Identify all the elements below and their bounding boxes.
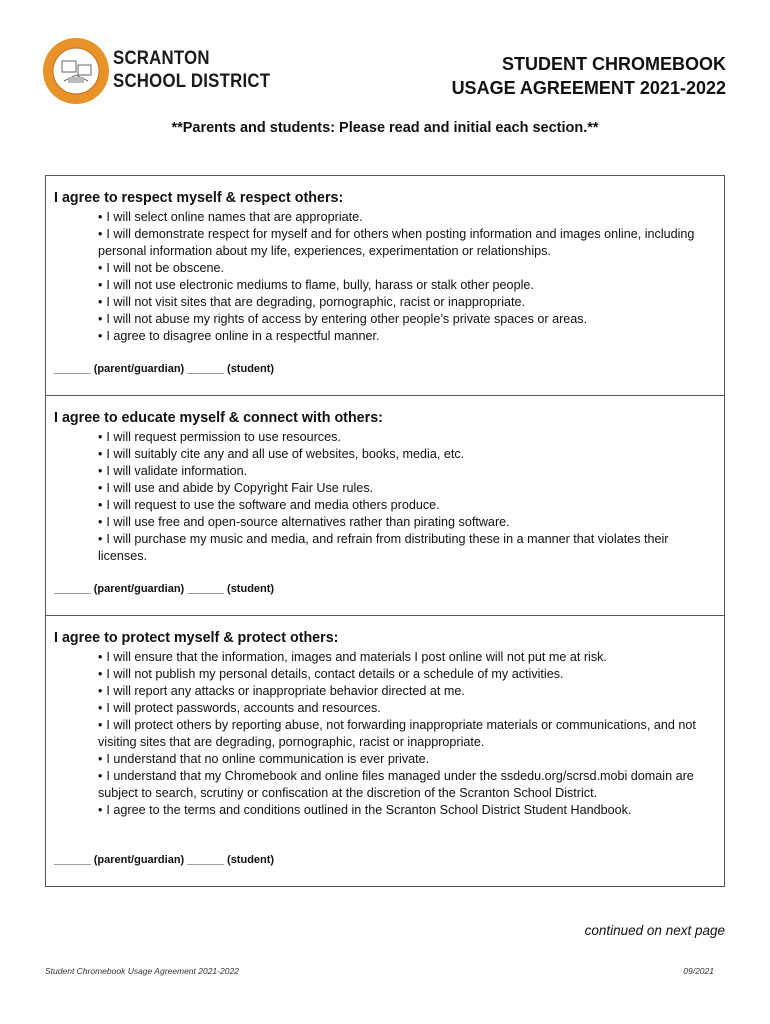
- district-name-line1: SCRANTON: [113, 47, 210, 69]
- bullet-icon: •: [98, 718, 103, 732]
- list-item: [98, 260, 716, 277]
- list-item: [98, 683, 716, 700]
- list-item: [98, 294, 716, 311]
- list-item: [98, 480, 716, 497]
- bullet-icon: •: [98, 515, 103, 529]
- bullet-icon: •: [98, 210, 103, 224]
- district-name: [113, 47, 270, 93]
- list-item-text: I will validate information.: [106, 464, 248, 478]
- bullet-icon: •: [98, 295, 103, 309]
- list-item-text: I will protect passwords, accounts and resources.: [106, 701, 381, 715]
- document-title-line1: STUDENT CHROMEBOOK: [502, 54, 726, 74]
- section-items: [98, 429, 716, 565]
- list-item-text: I will request to use the software and media others produce.: [106, 498, 440, 512]
- section-heading: I agree to educate myself & connect with others:: [54, 410, 383, 426]
- list-item-text: I will request permission to use resources.: [106, 430, 341, 444]
- bullet-icon: •: [98, 261, 103, 275]
- bullet-icon: •: [98, 227, 103, 241]
- list-item: [98, 751, 716, 768]
- list-item: [98, 802, 716, 819]
- list-item-text: I will not use electronic mediums to flame, bully, harass or stalk other people.: [106, 278, 534, 292]
- list-item-text: I will not visit sites that are degrading, pornographic, racist or inappropriate.: [106, 295, 526, 309]
- bullet-icon: •: [98, 464, 103, 478]
- list-item: [98, 768, 716, 802]
- bullet-icon: •: [98, 430, 103, 444]
- list-item-text: I will demonstrate respect for myself and for others when posting information and images online, including personal information about my life, experiences, experimentation or relationships.: [98, 227, 695, 258]
- list-item: [98, 497, 716, 514]
- bullet-icon: •: [98, 329, 103, 343]
- list-item: [98, 463, 716, 480]
- list-item-text: I will select online names that are appropriate.: [106, 210, 363, 224]
- bullet-icon: •: [98, 769, 103, 783]
- list-item: [98, 514, 716, 531]
- initials-line[interactable]: ______ (parent/guardian) ______ (student): [54, 363, 275, 375]
- initials-line[interactable]: ______ (parent/guardian) ______ (student): [54, 583, 275, 595]
- list-item-text: I will suitably cite any and all use of websites, books, media, etc.: [106, 447, 465, 461]
- bullet-icon: •: [98, 312, 103, 326]
- page-header: [0, 0, 770, 110]
- bullet-icon: •: [98, 447, 103, 461]
- bullet-icon: •: [98, 803, 103, 817]
- bullet-icon: •: [98, 667, 103, 681]
- document-title-line2: USAGE AGREEMENT 2021-2022: [451, 78, 726, 98]
- document-title: [452, 52, 726, 100]
- list-item-text: I agree to the terms and conditions outlined in the Scranton School District Student Handbook.: [106, 803, 632, 817]
- list-item-text: I will not be obscene.: [106, 261, 225, 275]
- bullet-icon: •: [98, 752, 103, 766]
- bullet-icon: •: [98, 498, 103, 512]
- list-item: [98, 700, 716, 717]
- list-item: [98, 649, 716, 666]
- list-item-text: I will use and abide by Copyright Fair Use rules.: [106, 481, 374, 495]
- section-heading: I agree to protect myself & protect others:: [54, 630, 339, 646]
- bullet-icon: •: [98, 684, 103, 698]
- instruction-text: **Parents and students: Please read and initial each section.**: [171, 120, 599, 136]
- section-protect: [46, 615, 724, 887]
- list-item: [98, 226, 716, 260]
- list-item: [98, 277, 716, 294]
- footer-document-name: Student Chromebook Usage Agreement 2021-2022: [45, 966, 239, 976]
- bullet-icon: •: [98, 650, 103, 664]
- list-item-text: I understand that my Chromebook and online files managed under the ssdedu.org/scrsd.mobi domain are subject to search, scrutiny or confiscation at the discretion of the Scranton School District.: [98, 769, 694, 800]
- list-item: [98, 446, 716, 463]
- section-heading: I agree to respect myself & respect others:: [54, 190, 344, 206]
- bullet-icon: •: [98, 532, 103, 546]
- district-name-line2: SCHOOL DISTRICT: [113, 70, 271, 92]
- list-item-text: I understand that no online communication is ever private.: [106, 752, 430, 766]
- list-item-text: I will protect others by reporting abuse, not forwarding inappropriate materials or communications, and not visiting sites that are degrading, pornographic, racist or inappropriate.: [98, 718, 696, 749]
- list-item-text: I agree to disagree online in a respectful manner.: [106, 329, 380, 343]
- list-item: [98, 666, 716, 683]
- list-item-text: I will not publish my personal details, contact details or a schedule of my activities.: [106, 667, 564, 681]
- list-item: [98, 328, 716, 345]
- initials-line[interactable]: ______ (parent/guardian) ______ (student): [54, 854, 275, 866]
- continued-note: continued on next page: [584, 923, 725, 938]
- bullet-icon: •: [98, 481, 103, 495]
- footer-date: 09/2021: [683, 966, 714, 976]
- list-item: [98, 311, 716, 328]
- list-item: [98, 429, 716, 446]
- list-item-text: I will purchase my music and media, and refrain from distributing these in a manner that violates their licenses.: [98, 532, 669, 563]
- list-item-text: I will report any attacks or inappropriate behavior directed at me.: [106, 684, 465, 698]
- list-item-text: I will ensure that the information, images and materials I post online will not put me at risk.: [106, 650, 607, 664]
- list-item: [98, 531, 716, 565]
- bullet-icon: •: [98, 701, 103, 715]
- list-item: [98, 717, 716, 751]
- district-seal-logo: [42, 37, 110, 105]
- list-item-text: I will use free and open-source alternatives rather than pirating software.: [106, 515, 510, 529]
- list-item: [98, 209, 716, 226]
- list-item-text: I will not abuse my rights of access by entering other people’s private spaces or areas.: [106, 312, 588, 326]
- section-educate: [46, 395, 724, 616]
- section-items: [98, 209, 716, 345]
- section-items: [98, 649, 716, 819]
- bullet-icon: •: [98, 278, 103, 292]
- section-respect: [46, 176, 724, 395]
- agreement-box: [45, 175, 725, 887]
